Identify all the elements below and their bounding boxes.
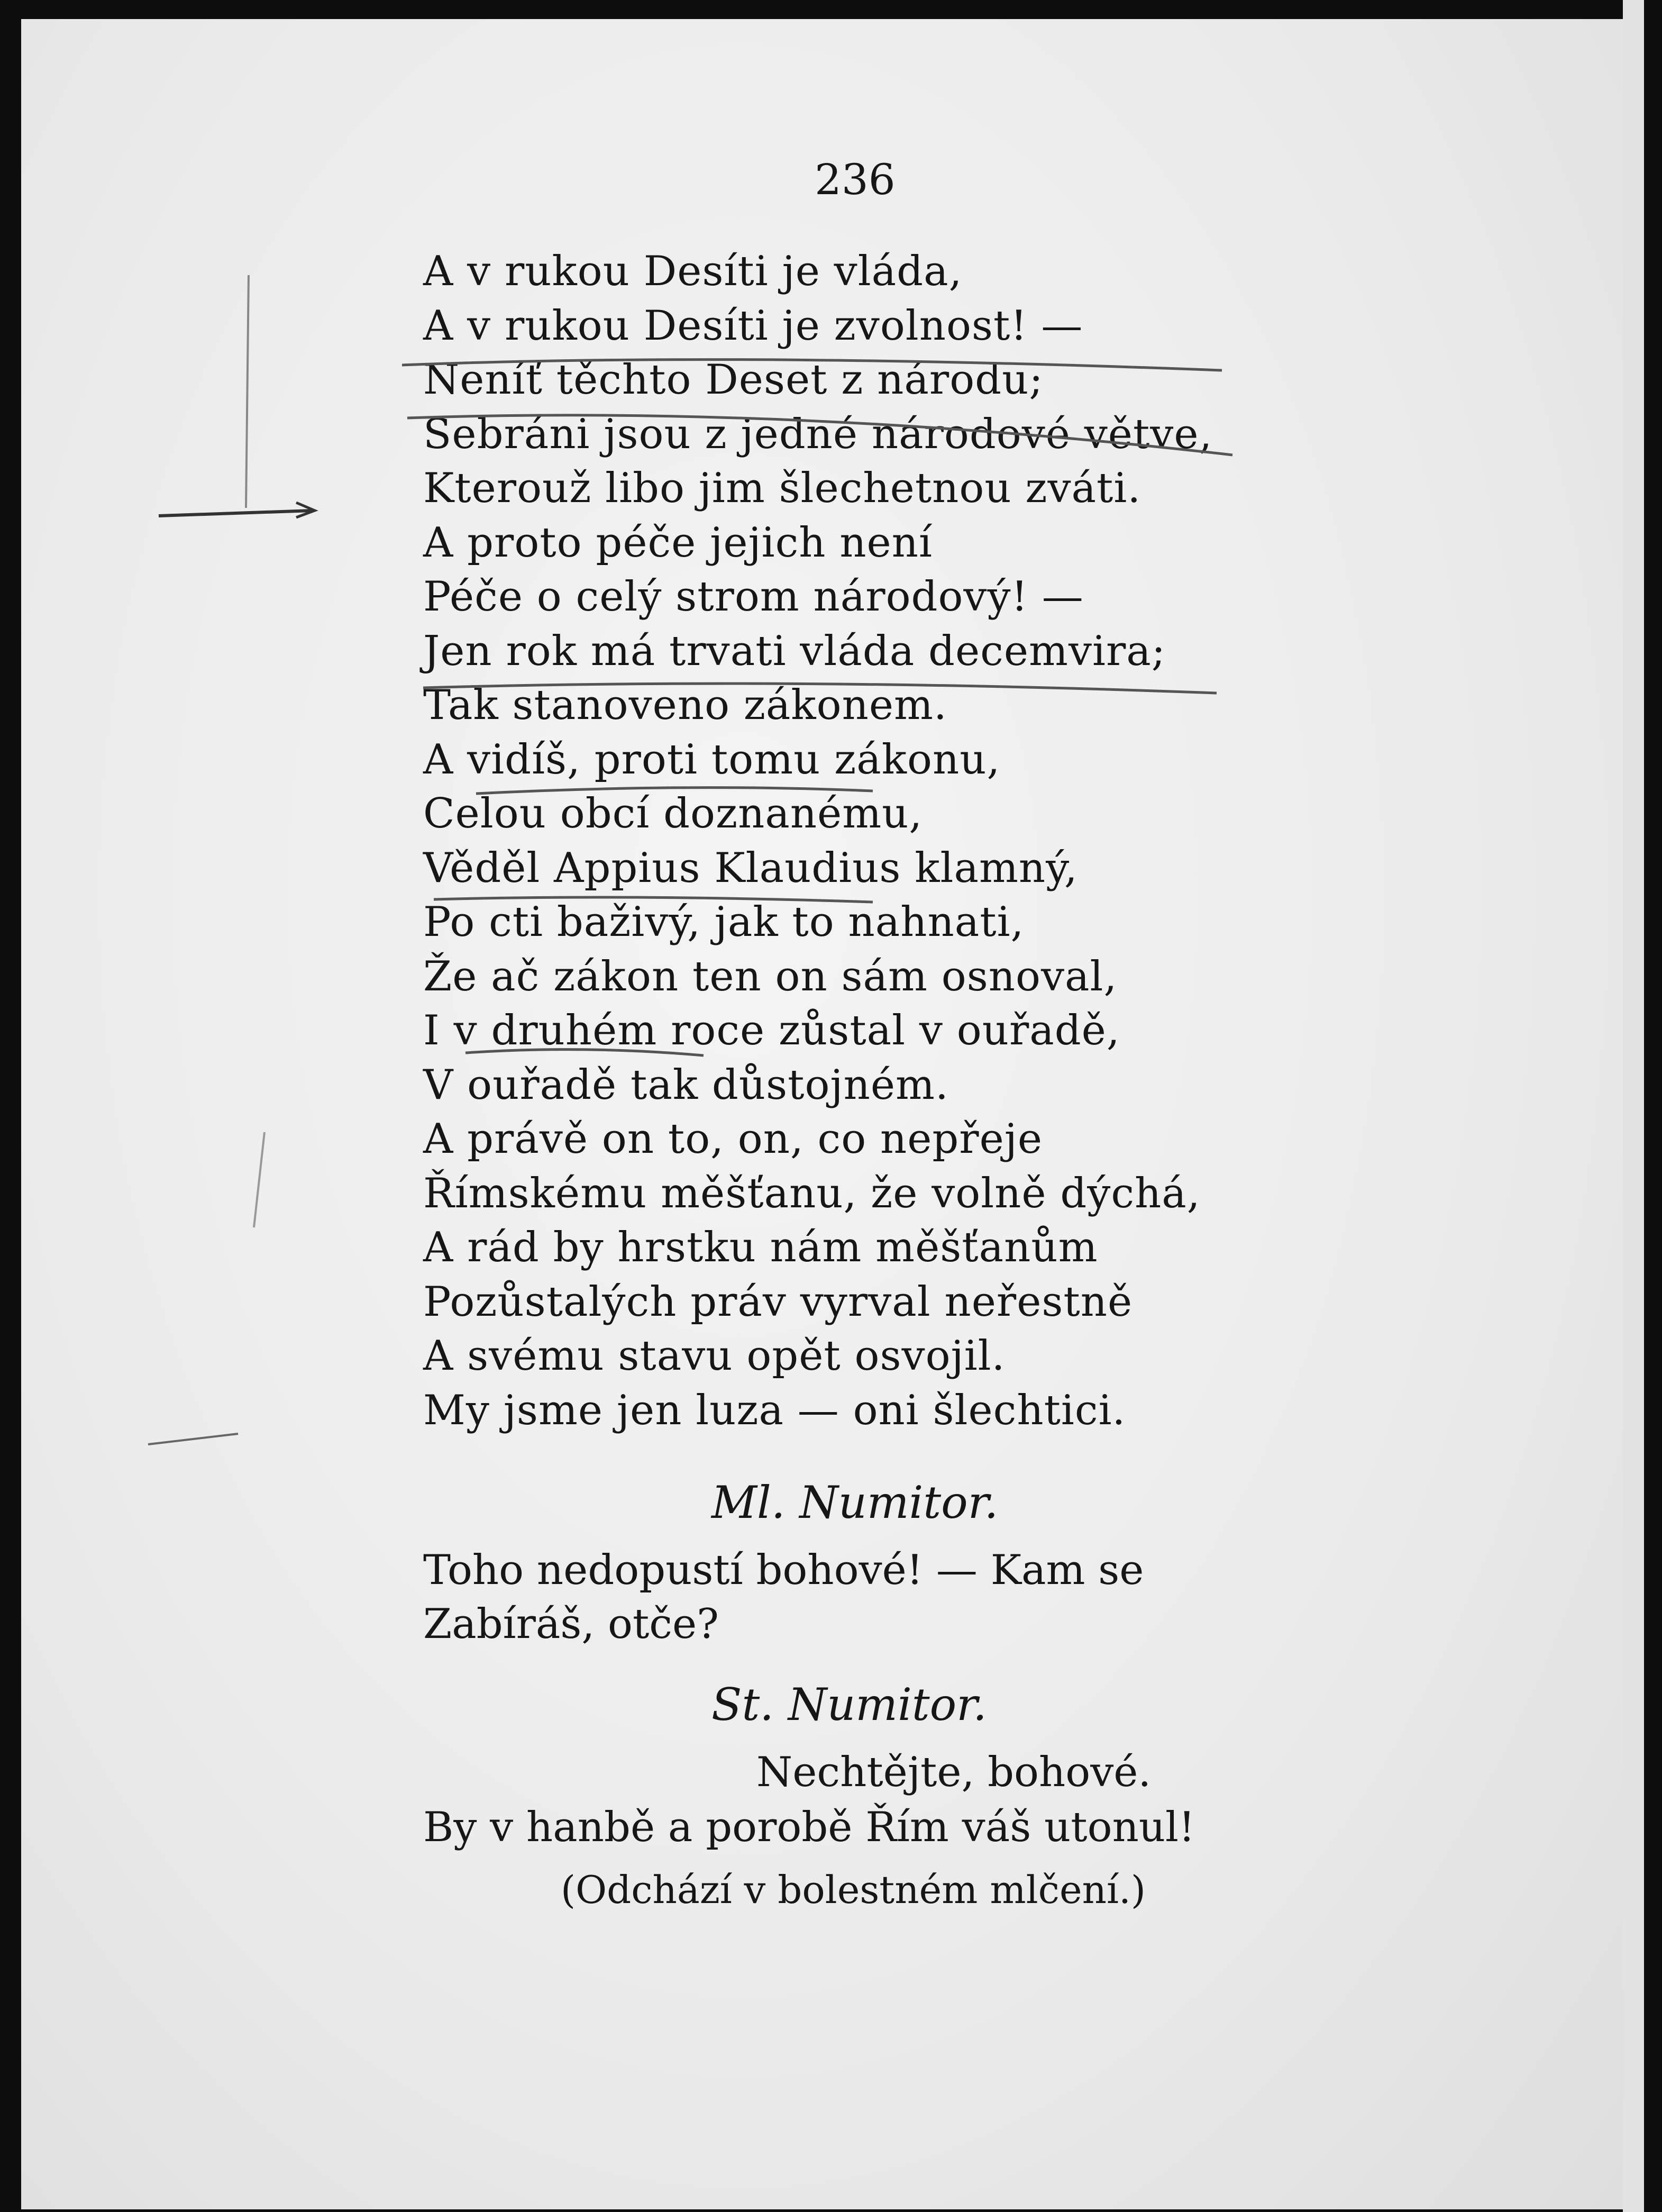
- verse-line: A vidíš, proti tomu zákonu,: [423, 735, 1001, 784]
- speech-line: Toho nedopustí bohové! — Kam se: [423, 1546, 1144, 1594]
- verse-line: My jsme jen luza — oni šlechtici.: [423, 1386, 1126, 1434]
- pencil-underline: [423, 684, 1217, 693]
- stage-direction: (Odchází v bolestném mlčení.): [561, 1868, 1146, 1912]
- margin-arrow: [159, 511, 312, 516]
- verse-line: Po cti baživý, jak to nahnati,: [423, 898, 1025, 946]
- speech-line: Zabíráš, otče?: [423, 1600, 719, 1648]
- verse-line: Neníť těchto Deset z národu;: [423, 356, 1044, 404]
- verse-line: Kterouž libo jim šlechetnou zváti.: [423, 465, 1142, 512]
- margin-stroke: [246, 275, 249, 508]
- verse-line: Pozůstalých práv vyrval neřestně: [423, 1278, 1133, 1326]
- verse-line: A rád by hrstku nám měšťanům: [423, 1224, 1098, 1271]
- verse-line: Že ač zákon ten on sám osnoval,: [423, 952, 1118, 1000]
- verse-line: Sebráni jsou z jedné národové větve,: [423, 410, 1213, 458]
- pencil-underline: [402, 360, 1222, 370]
- speech-line: By v hanbě a porobě Řím váš utonul!: [423, 1804, 1195, 1851]
- verse-line: A svému stavu opět osvojil.: [423, 1332, 1006, 1380]
- verse-line: Péče o celý strom národový! —: [423, 573, 1084, 621]
- verse-line: Římskému měšťanu, že volně dýchá,: [423, 1169, 1201, 1217]
- speaker-heading: St. Numitor.: [711, 1679, 987, 1731]
- verse-line: A v rukou Desíti je vláda,: [423, 248, 963, 295]
- verse-line: A v rukou Desíti je zvolnost! —: [423, 302, 1083, 350]
- pencil-underline: [434, 897, 873, 902]
- margin-stroke: [254, 1132, 264, 1227]
- verse-line: A právě on to, on, co nepřeje: [423, 1115, 1043, 1163]
- verse-line: I v druhém roce zůstal v ouřadě,: [423, 1007, 1120, 1054]
- pencil-underline: [407, 415, 1232, 455]
- speaker-heading: Ml. Numitor.: [711, 1477, 999, 1528]
- verse-line: Tak stanoveno zákonem.: [423, 681, 947, 729]
- margin-stroke: [148, 1434, 238, 1444]
- pencil-underline: [465, 1050, 704, 1055]
- verse-line: V ouřadě tak důstojném.: [423, 1061, 949, 1109]
- speech-line: Nechtějte, bohové.: [756, 1749, 1152, 1796]
- verse-line: Jen rok má trvati vláda decemvira;: [423, 627, 1166, 675]
- page-number: 236: [815, 155, 896, 204]
- verse-line: A proto péče jejich není: [423, 518, 933, 567]
- verse-line: Věděl Appius Klaudius klamný,: [423, 844, 1078, 892]
- verse-line: Celou obcí doznanému,: [423, 790, 923, 838]
- pencil-underline: [476, 788, 873, 794]
